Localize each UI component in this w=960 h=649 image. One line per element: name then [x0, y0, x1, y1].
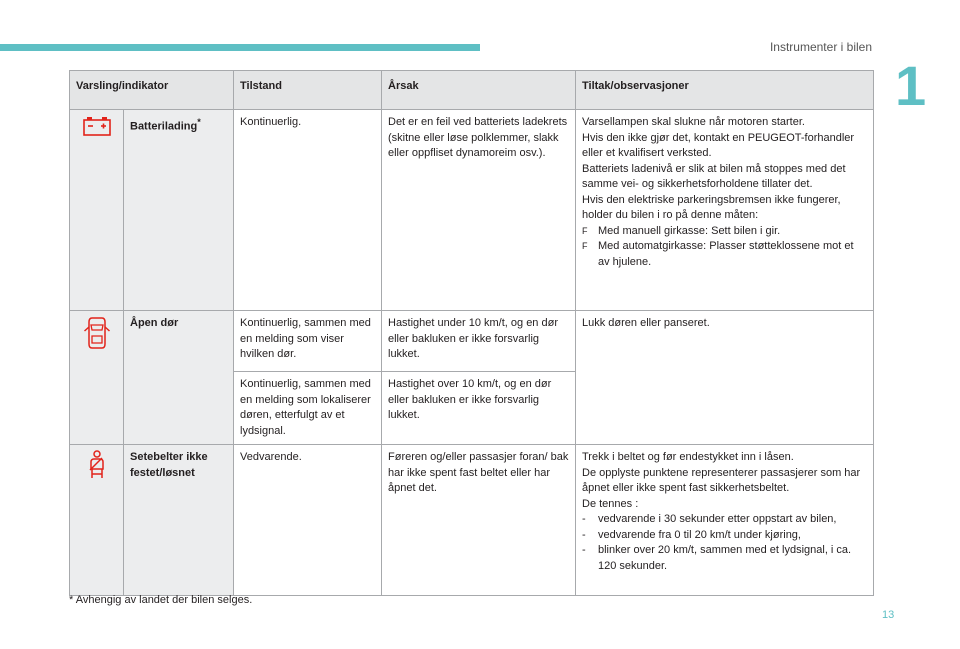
belt-dash-item: [582, 543, 867, 574]
battery-state: Kontinuerlig.: [234, 110, 382, 311]
dash-text: vedvarende i 30 sekunder etter oppstart av bilen,: [598, 513, 837, 525]
belt-dash-item: [582, 512, 867, 528]
dash-glyph: -: [582, 513, 586, 525]
belt-cause: Føreren og/eller passasjer foran/ bak har ikke spent fast beltet eller har åpnet det.: [382, 445, 576, 596]
battery-name-text: Batterilading: [130, 120, 198, 133]
battery-action-line: Hvis den elektriske parkeringsbremsen ikke fungerer, holder du bilen i ro på denne måten:: [582, 193, 841, 221]
belt-state: Vedvarende.: [234, 445, 382, 596]
belt-action-line: De opplyste punktene representerer passasjerer som har åpnet eller ikke spent fast sikkerhetsbeltet.: [582, 466, 861, 494]
belt-icon-cell: [70, 445, 124, 596]
dash-glyph: -: [582, 544, 586, 556]
bullet-glyph: F: [582, 225, 588, 236]
col-header-state: Tilstand: [234, 71, 382, 110]
bullet-text: Med automatgirkasse: Plasser støtteklossene mot et av hjulene.: [598, 240, 854, 268]
table-header-row: [70, 71, 874, 110]
battery-icon: [82, 115, 112, 137]
door-cause-1: Hastighet under 10 km/t, og en dør eller bakluken er ikke forsvarlig lukket.: [382, 311, 576, 372]
table-row: [70, 311, 874, 372]
belt-action: [576, 445, 874, 596]
header-accent-bar: [0, 44, 480, 51]
section-title: Instrumenter i bilen: [769, 40, 872, 54]
chapter-number: 1: [895, 54, 927, 117]
dash-glyph: -: [582, 528, 586, 541]
footnote-marker: *: [197, 117, 201, 127]
battery-icon-cell: [70, 110, 124, 311]
table-row: [70, 110, 874, 311]
door-cause-2: Hastighet over 10 km/t, og en dør eller bakluken er ikke forsvarlig lukket.: [382, 372, 576, 445]
dash-text: vedvarende fra 0 til 20 km/t under kjøring,: [598, 528, 801, 541]
battery-name: [124, 110, 234, 311]
col-header-action: Tiltak/observasjoner: [576, 71, 874, 110]
dash-text: blinker over 20 km/t, sammen med et lydsignal, i ca. 120 sekunder.: [598, 544, 852, 572]
col-header-indicator: Varsling/indikator: [70, 71, 234, 110]
seatbelt-icon: [85, 450, 109, 480]
battery-bullet: [582, 239, 867, 270]
page-number: 13: [882, 609, 895, 621]
col-header-cause: Årsak: [382, 71, 576, 110]
door-icon-cell: [70, 311, 124, 445]
battery-bullet: [582, 224, 867, 240]
battery-action-line: Varsellampen skal slukne når motoren starter.: [582, 116, 805, 128]
table-row: [70, 445, 874, 596]
open-door-icon: [84, 316, 110, 350]
battery-action-line: Hvis den ikke gjør det, kontakt en PEUGEOT-forhandler eller et kvalifisert verksted.: [582, 131, 855, 159]
footnote: * Avhengig av landet der bilen selges.: [69, 594, 253, 606]
belt-dash-item: [582, 528, 867, 544]
door-state-2: Kontinuerlig, sammen med en melding som lokaliserer døren, etterfulgt av et lydsignal.: [234, 372, 382, 445]
warning-table: [69, 70, 874, 596]
battery-action-line: Batteriets ladenivå er slik at bilen må stoppes med det samme vei- og sikkerhetsforholdene tillater det.: [582, 162, 846, 190]
belt-action-line: Trekk i beltet og før endestykket inn i låsen.: [582, 451, 794, 463]
bullet-glyph: F: [582, 241, 588, 251]
battery-action: [576, 110, 874, 311]
battery-cause: Det er en feil ved batteriets ladekrets (skitne eller løse polklemmer, slakk eller oppfliset dynamoreim osv.).: [382, 110, 576, 311]
belt-name: Setebelter ikke festet/løsnet: [124, 445, 234, 596]
door-state-1: Kontinuerlig, sammen med en melding som viser hvilken dør.: [234, 311, 382, 372]
door-name: Åpen dør: [124, 311, 234, 445]
belt-action-line: De tennes :: [582, 497, 639, 510]
door-action: Lukk døren eller panseret.: [576, 311, 874, 445]
bullet-text: Med manuell girkasse: Sett bilen i gir.: [598, 224, 781, 237]
